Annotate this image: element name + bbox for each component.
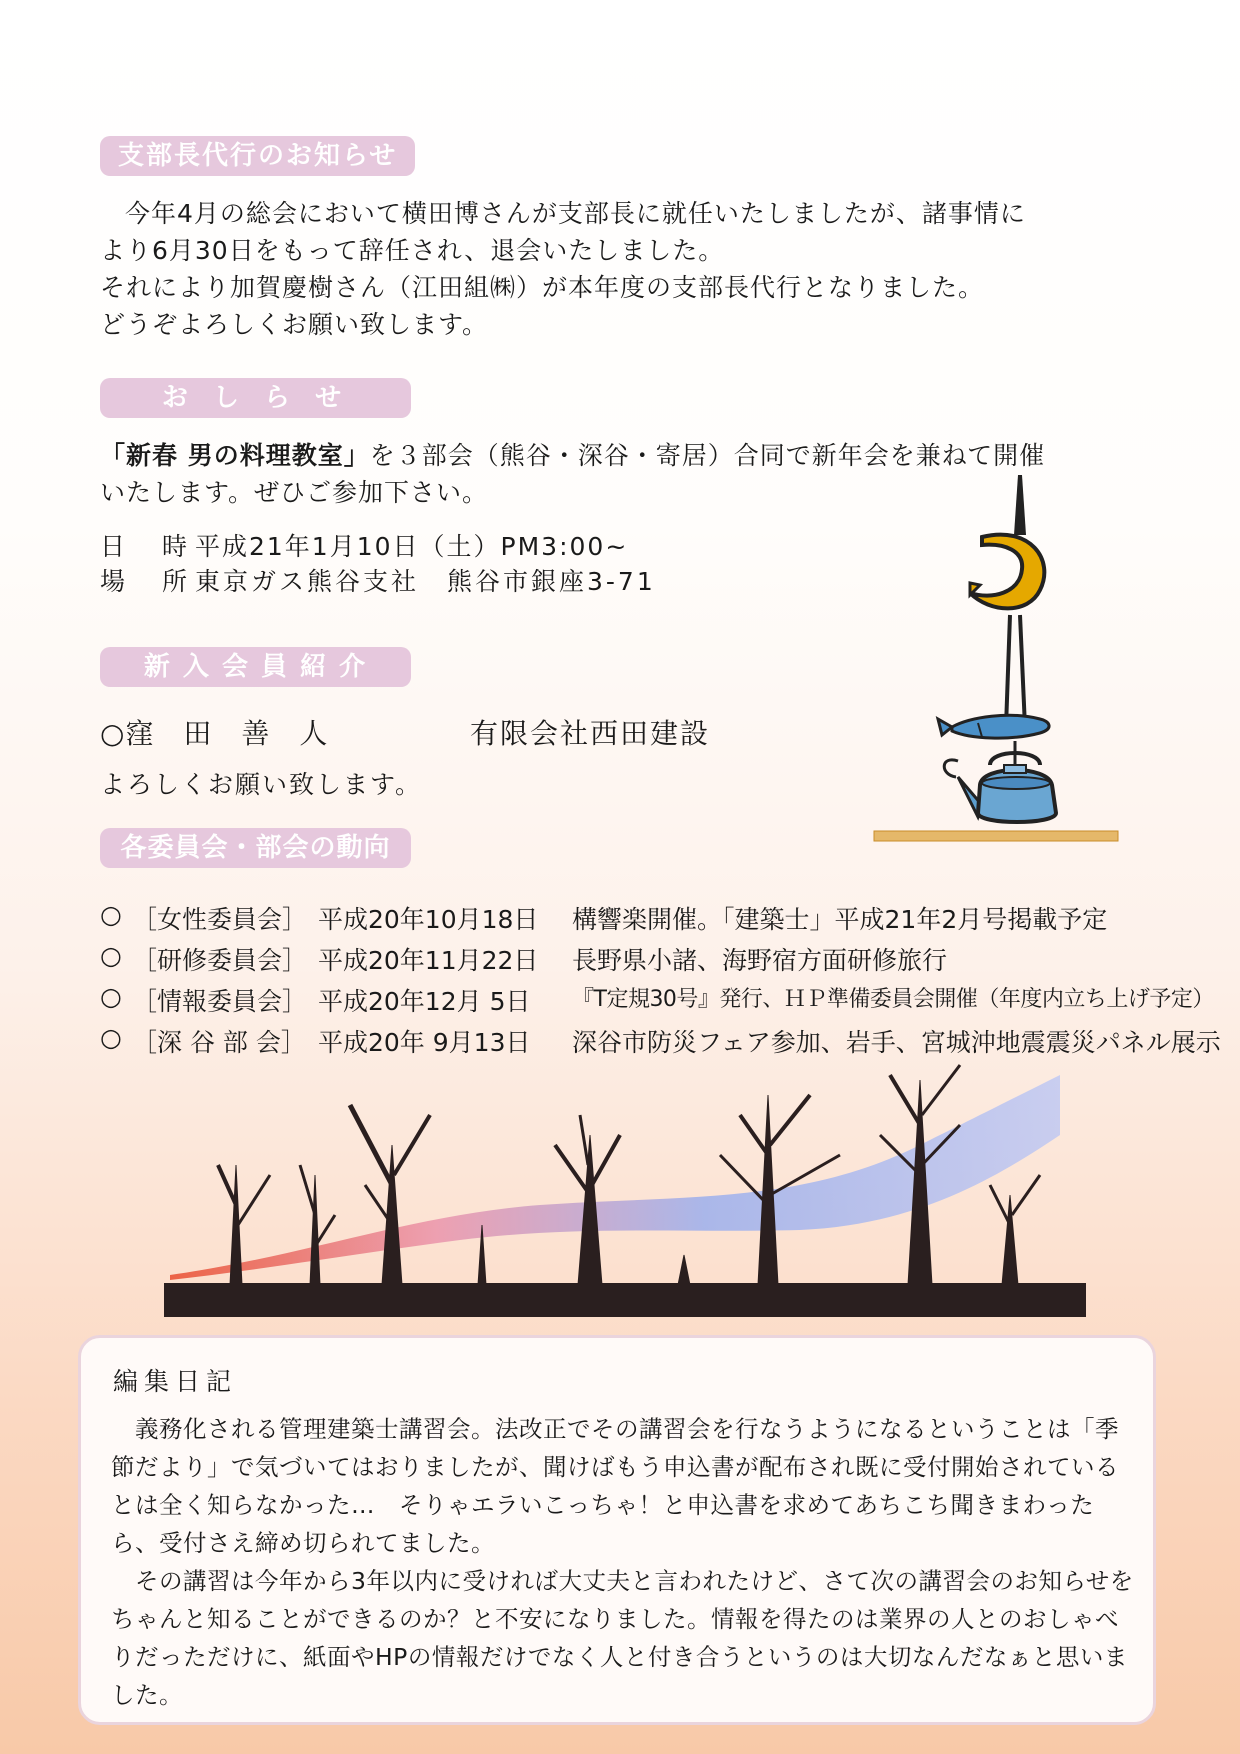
bullet-mark: ○ [100,900,122,929]
committee-detail: 深谷市防災フェア参加、岩手、宮城沖地震震災パネル展示 [572,1028,1221,1057]
bullet-mark: ○ [100,941,122,970]
committee-name: ［研修委員会］ [132,946,308,975]
crescent-ornament [970,535,1044,609]
committee-date: 平成20年11月22日 [318,946,539,975]
committee-date: 平成20年 9月13日 [318,1028,531,1057]
committee-name: ［情報委員会］ [132,987,308,1016]
event-title: 「新春 男の料理教室」 [100,441,370,470]
editors-diary-box [78,1335,1156,1725]
new-member-closing: よろしくお願い致します。 [100,770,423,799]
wind-chime-illustration [870,465,1130,885]
committee-detail: 長野県小諸、海野宿方面研修旅行 [572,946,948,975]
committee-date: 平成20年10月18日 [318,905,539,934]
notice-line: どうぞよろしくお願い致します。 [100,310,489,339]
diary-title: 編集日記 [113,1367,238,1396]
place-label: 場 所 [100,567,194,596]
trees-illustration [160,1055,1090,1325]
kettle-icon [944,741,1056,822]
place-value: 東京ガス熊谷支社 熊谷市銀座3-71 [195,567,656,596]
ground [164,1283,1086,1317]
diary-body [111,1410,1136,1714]
notice-line: 今年4月の総会において横田博さんが支部長に就任いたしましたが、諸事情に [125,199,1026,228]
notice-line: より6月30日をもって辞任され、退会いたしました。 [100,236,725,265]
committee-date: 平成20年12月 5日 [318,987,531,1016]
section-heading-announcement: お し ら せ [100,378,411,418]
fish-icon [938,715,1049,738]
new-member-company: 有限会社西田建設 [470,717,711,750]
acting-branch-chief-notice [100,195,1160,343]
new-member-name: ○窪 田 善 人 [100,717,329,750]
date-value: 平成21年1月10日（土）PM3:00~ [195,532,629,561]
event-text: を３部会（熊谷・深谷・寄居）合同で新年会を兼ねて開催 [369,441,1046,470]
section-heading-new-members: 新 入 会 員 紹 介 [100,647,411,687]
diary-paragraph: その講習は今年から3年以内に受ければ大丈夫と言われたけど、さて次の講習会のお知らせをちゃんと知ることができるのか？と不安になりました。情報を得たのは業界の人とのおしゃべりだっただけに、紙面やHPの情報だけでなく人と付き合うというのは大切なんだなぁと思いました。 [111,1567,1134,1709]
diary-paragraph: 義務化される管理建築士講習会。法改正でその講習会を行なうようになるということは「季節だより」で気づいてはおりましたが、聞けばもう申込書が配布され既に受付開始されているとは全く知らなかった… そりゃエラいこっちゃ！と申込書を求めてあちこち聞きまわったら、受付さえ締め切られてました。 [111,1415,1119,1557]
event-line: いたします。ぜひご参加下さい。 [100,478,489,507]
committee-detail: 『T定規30号』発行、ＨＰ準備委員会開催（年度内立ち上げ予定） [572,987,1214,1012]
committee-detail: 構響楽開催。「建築士」平成21年2月号掲載予定 [572,905,1108,934]
bullet-mark: ○ [100,1023,122,1052]
bullet-mark: ○ [100,982,122,1011]
committee-name: ［深 谷 部 会］ [132,1028,306,1057]
section-heading-acting-branch-chief: 支部長代行のお知らせ [100,136,415,176]
date-label: 日 時 [100,532,194,561]
section-heading-committee-trends: 各委員会・部会の動向 [100,828,411,868]
committee-name: ［女性委員会］ [132,905,308,934]
notice-line: それにより加賀慶樹さん（江田組㈱）が本年度の支部長代行となりました。 [100,273,985,302]
